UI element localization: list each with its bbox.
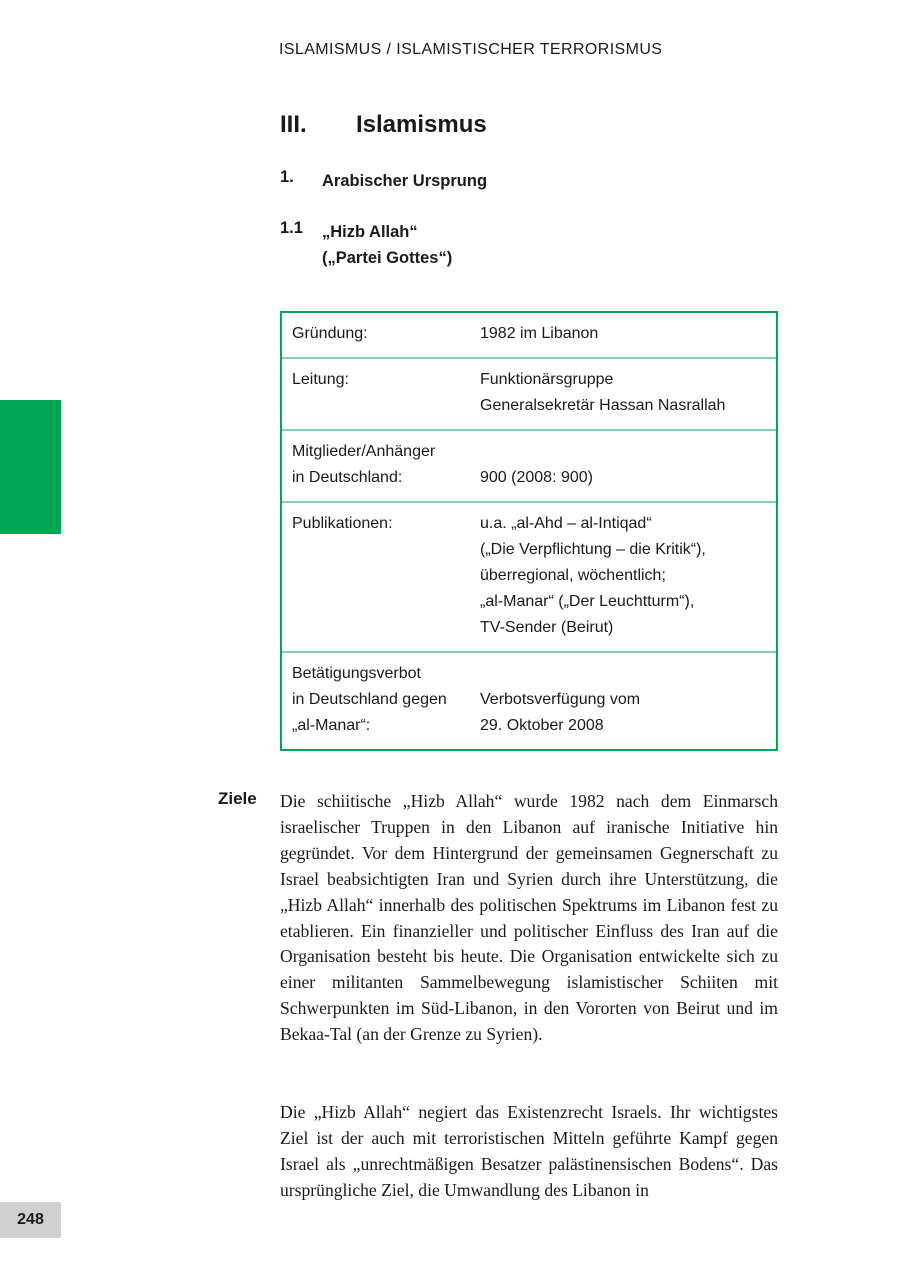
subsection-number: 1.1 <box>280 219 303 237</box>
chapter-title: Islamismus <box>356 111 487 138</box>
info-value: Verbotsverfügung vom 29. Oktober 2008 <box>480 691 641 734</box>
info-row-publications <box>282 501 776 651</box>
body-paragraph: Die schiitische „Hizb Allah“ wurde 1982 nach dem Einmarsch israelischer Truppen in den Libanon auf iranische Initiative hin gegründet. Vor dem Hintergrund der gemeinsamen Gegnerschaft zu Israel beabsichtigten Iran und Syrien durch ihre Unterstützung, die „Hizb Allah“ innerhalb des politischen Spektrums im Libanon fest zu etablieren. Ein finanzieller und politischer Einfluss des Iran auf die Organisation besteht bis heute. Die Organisation entwickelte sich zu einer militanten Sammelbewegung islamistischer Schiiten mit Schwerpunkten im Süd-Libanon, in den Vororten von Beirut und im Bekaa-Tal (an der Grenze zu Syrien). <box>280 791 778 1045</box>
info-row-members <box>282 429 776 501</box>
info-label: Publikationen: <box>292 515 393 532</box>
subsection-title <box>322 219 452 271</box>
info-value: 900 (2008: 900) <box>480 469 593 486</box>
info-label: Gründung: <box>292 325 368 342</box>
subsection-title-line2: („Partei Gottes“) <box>322 249 453 267</box>
chapter-number: III. <box>280 111 307 138</box>
info-row-founding <box>282 313 776 357</box>
info-value: 1982 im Libanon <box>480 325 599 342</box>
info-label: Betätigungsverbot in Deutschland gegen „al-Manar“: <box>292 665 447 734</box>
section-number: 1. <box>280 168 294 186</box>
info-row-ban <box>282 651 776 749</box>
section-title: Arabischer Ursprung <box>322 172 488 190</box>
info-label: Mitglieder/Anhänger in Deutschland: <box>292 443 436 486</box>
info-value: u.a. „al-Ahd – al-Intiqad“ („Die Verpflichtung – die Kritik“), überregional, wöchentlich; „al-Manar“ („Der Leuchtturm“), TV-Sender (Beirut) <box>480 515 706 636</box>
subsection-title-line1: „Hizb Allah“ <box>322 223 418 241</box>
chapter-side-tab <box>0 400 61 534</box>
body-paragraph: Die „Hizb Allah“ negiert das Existenzrecht Israels. Ihr wichtigstes Ziel ist der auch mit terroristischen Mitteln geführte Kampf gegen Israel als „unrechtmäßigen Besatzer palästinensischen Bodens“. Das ursprüngliche Ziel, die Umwandlung des Libanon in <box>280 1102 778 1200</box>
page-number: 248 <box>0 1202 61 1238</box>
organization-info-box <box>280 311 778 751</box>
info-label: Leitung: <box>292 371 349 388</box>
info-row-leadership <box>282 357 776 429</box>
info-value: Funktionärsgruppe Generalsekretär Hassan Nasrallah <box>480 371 726 414</box>
running-header: ISLAMISMUS / ISLAMISTISCHER TERRORISMUS <box>279 41 663 58</box>
margin-label-goals: Ziele <box>218 789 257 808</box>
chapter-heading <box>280 111 487 139</box>
